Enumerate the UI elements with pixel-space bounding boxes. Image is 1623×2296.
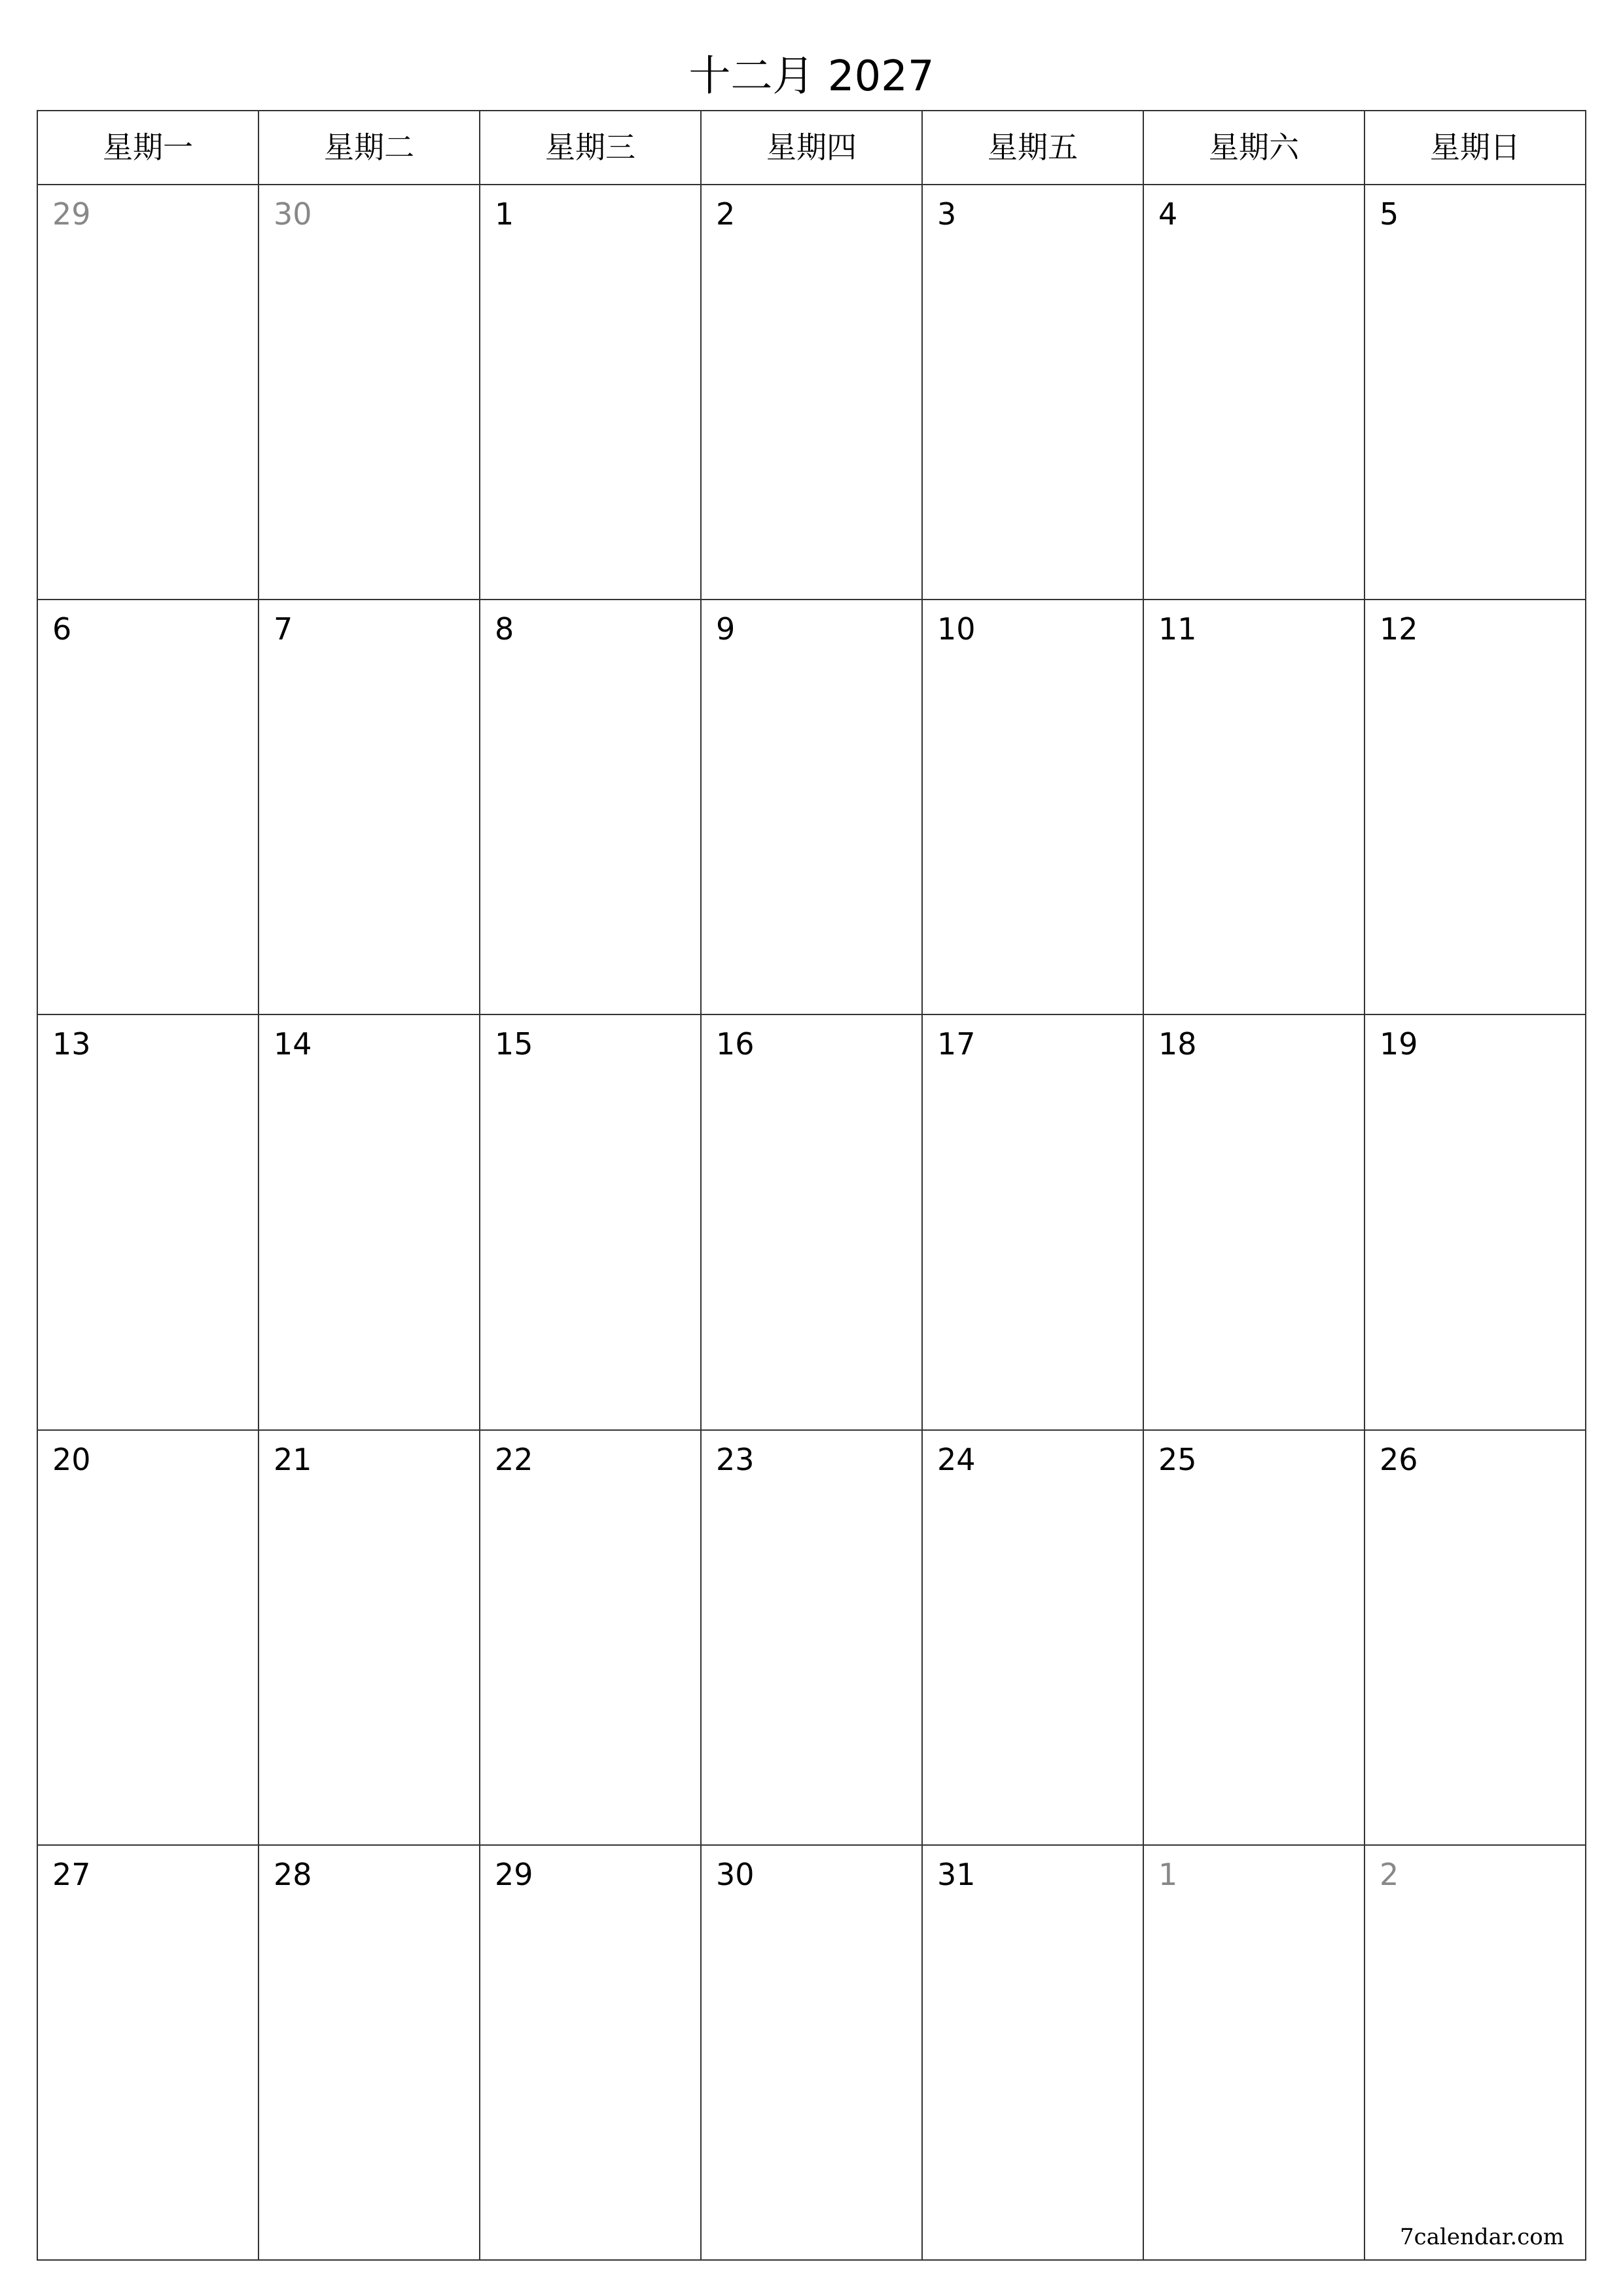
- day-number: 15: [495, 1026, 533, 1062]
- day-number: 12: [1380, 611, 1418, 647]
- day-number: 19: [1380, 1026, 1418, 1062]
- day-number: 31: [937, 1856, 976, 1892]
- day-number: 3: [937, 196, 957, 232]
- weekday-header: 星期五: [923, 111, 1144, 185]
- weekday-header: 星期三: [480, 111, 702, 185]
- day-number: 11: [1158, 611, 1197, 647]
- day-cell[interactable]: [1365, 1846, 1586, 2261]
- day-cell[interactable]: [702, 1431, 923, 1846]
- day-cell[interactable]: [1144, 1846, 1365, 2261]
- day-cell[interactable]: [1144, 185, 1365, 600]
- day-cell[interactable]: [259, 1015, 480, 1430]
- day-number: 13: [52, 1026, 91, 1062]
- day-number: 8: [495, 611, 514, 647]
- day-number: 2: [716, 196, 736, 232]
- day-cell[interactable]: [1365, 1015, 1586, 1430]
- day-number: 7: [274, 611, 293, 647]
- day-number: 14: [274, 1026, 312, 1062]
- day-number: 25: [1158, 1441, 1197, 1477]
- day-cell[interactable]: [38, 1431, 259, 1846]
- weekday-header-row: [38, 111, 1586, 185]
- week-row: [38, 600, 1586, 1015]
- day-cell[interactable]: [702, 600, 923, 1015]
- weekday-header: 星期日: [1365, 111, 1586, 185]
- weekday-header: 星期四: [702, 111, 923, 185]
- day-cell[interactable]: [259, 600, 480, 1015]
- day-cell[interactable]: [1144, 1431, 1365, 1846]
- calendar-weeks: [38, 185, 1586, 2261]
- week-row: [38, 1846, 1586, 2261]
- day-cell[interactable]: [923, 1846, 1144, 2261]
- day-number: 4: [1158, 196, 1178, 232]
- adjacent-month-day-number: 1: [1158, 1856, 1178, 1892]
- day-number: 1: [495, 196, 514, 232]
- day-number: 23: [716, 1441, 755, 1477]
- day-cell[interactable]: [480, 1015, 702, 1430]
- day-cell[interactable]: [1365, 1431, 1586, 1846]
- day-number: 26: [1380, 1441, 1418, 1477]
- day-cell[interactable]: [38, 600, 259, 1015]
- week-row: [38, 1015, 1586, 1430]
- day-number: 17: [937, 1026, 976, 1062]
- week-row: [38, 1431, 1586, 1846]
- day-cell[interactable]: [480, 185, 702, 600]
- day-cell[interactable]: [38, 1015, 259, 1430]
- day-cell[interactable]: [702, 1015, 923, 1430]
- day-number: 24: [937, 1441, 976, 1477]
- day-cell[interactable]: [259, 185, 480, 600]
- day-number: 16: [716, 1026, 755, 1062]
- weekday-header: 星期二: [259, 111, 480, 185]
- day-cell[interactable]: [1144, 1015, 1365, 1430]
- day-number: 30: [716, 1856, 755, 1892]
- day-cell[interactable]: [1365, 600, 1586, 1015]
- day-cell[interactable]: [923, 185, 1144, 600]
- day-cell[interactable]: [1144, 600, 1365, 1015]
- day-cell[interactable]: [38, 185, 259, 600]
- day-cell[interactable]: [259, 1846, 480, 2261]
- day-cell[interactable]: [480, 1846, 702, 2261]
- weekday-header: 星期六: [1144, 111, 1365, 185]
- day-number: 10: [937, 611, 976, 647]
- day-number: 27: [52, 1856, 91, 1892]
- day-cell[interactable]: [480, 600, 702, 1015]
- day-cell[interactable]: [923, 1015, 1144, 1430]
- day-cell[interactable]: [923, 1431, 1144, 1846]
- weekday-header: 星期一: [38, 111, 259, 185]
- site-watermark: 7calendar.com: [1400, 2224, 1564, 2250]
- day-cell[interactable]: [923, 600, 1144, 1015]
- day-number: 18: [1158, 1026, 1197, 1062]
- day-number: 28: [274, 1856, 312, 1892]
- calendar-grid: [37, 110, 1586, 2261]
- day-cell[interactable]: [702, 185, 923, 600]
- week-row: [38, 185, 1586, 600]
- day-number: 21: [274, 1441, 312, 1477]
- day-number: 6: [52, 611, 72, 647]
- day-cell[interactable]: [702, 1846, 923, 2261]
- adjacent-month-day-number: 2: [1380, 1856, 1399, 1892]
- day-cell[interactable]: [480, 1431, 702, 1846]
- day-cell[interactable]: [259, 1431, 480, 1846]
- calendar-title: 十二月 2027: [688, 52, 935, 101]
- day-number: 5: [1380, 196, 1399, 232]
- day-number: 9: [716, 611, 736, 647]
- day-cell[interactable]: [1365, 185, 1586, 600]
- adjacent-month-day-number: 29: [52, 196, 91, 232]
- day-number: 20: [52, 1441, 91, 1477]
- day-number: 22: [495, 1441, 533, 1477]
- day-cell[interactable]: [38, 1846, 259, 2261]
- adjacent-month-day-number: 30: [274, 196, 312, 232]
- day-number: 29: [495, 1856, 533, 1892]
